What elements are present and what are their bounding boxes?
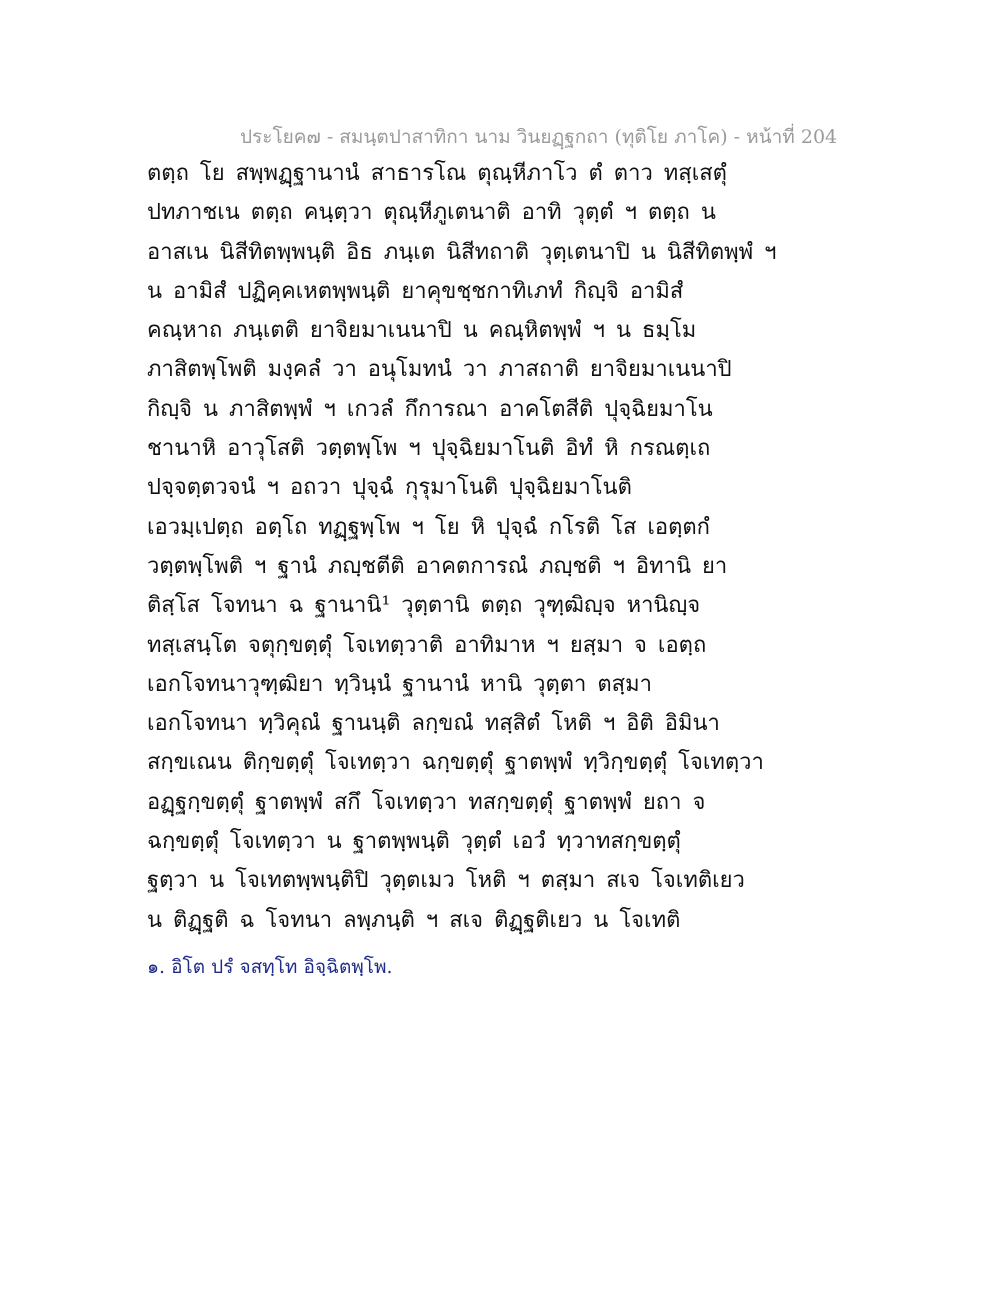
text-line: ฉกฺขตฺตุํ โจเทตฺวา น ฐาตพฺพนฺติ วุตฺตํ เอวํ ทฺวาทสกฺขตฺตุํ [147, 829, 681, 855]
text-line: น ติฏฺฐติ ฉ โจทนา ลพฺภนฺติ ฯ สเจ ติฏฺฐติเยว น โจเทติ [147, 907, 681, 933]
running-header: ประโยค๗ - สมนฺตปาสาทิกา นาม วินยฏฺฐกถา (ทุติโย ภาโค) - หน้าที่ 204 [240, 126, 838, 148]
text-line: เอวมฺเปตฺถ อตฺโถ ทฏฺฐพฺโพ ฯ โย หิ ปุจฺฉํ กโรติ โส เอตฺตกํ [147, 514, 711, 540]
text-line: สกฺขเณน ติกฺขตฺตุํ โจเทตฺวา ฉกฺขตฺตุํ ฐาตพฺพํ ทฺวิกฺขตฺตุํ โจเทตฺวา [147, 750, 764, 776]
text-line: เอกโจทนาวุฑฺฒิยา ทฺวินฺนํ ฐานานํ หานิ วุตฺตา ตสฺมา [147, 671, 652, 697]
text-line: วตฺตพฺโพติ ฯ ฐานํ ภญฺชตีติ อาคตการณํ ภญฺชติ ฯ อิทานิ ยา [147, 553, 728, 579]
text-line: คณฺหาถ ภนฺเตติ ยาจิยมาเนนาปิ น คณฺหิตพฺพํ ฯ น ธมฺโม [147, 318, 697, 344]
footnote: ๑. อิโต ปรํ จสทฺโท อิจฺฉิตพฺโพ. [147, 956, 393, 978]
text-line: ตตฺถ โย สพฺพฏฺฐานานํ สาธารโณ ตุณฺหีภาโว ตํ ตาว ทสฺเสตุํ [147, 161, 727, 186]
text-line: ทสฺเสนฺโต จตุกฺขตฺตุํ โจเทตฺวาติ อาทิมาห ฯ ยสฺมา จ เอตฺถ [147, 632, 707, 658]
text-line: ติสฺโส โจทนา ฉ ฐานานิ¹ วุตฺตานิ ตตฺถ วุฑฺฒิญฺจ หานิญฺจ [147, 593, 701, 619]
text-line: ปทภาชเน ตตฺถ คนฺตฺวา ตุณฺหีภูเตนาติ อาทิ วุตฺตํ ฯ ตตฺถ น [147, 200, 716, 226]
text-line: อาสเน นิสีทิตพฺพนฺติ อิธ ภนฺเต นิสีทถาติ วุตฺเตนาปิ น นิสีทิตพฺพํ ฯ [147, 239, 777, 265]
text-line: ภาสิตพฺโพติ มงฺคลํ วา อนุโมทนํ วา ภาสถาติ ยาจิยมาเนนาปิ [147, 357, 732, 383]
text-line: อฏฺฐกฺขตฺตุํ ฐาตพฺพํ สกึ โจเทตฺวา ทสกฺขตฺตุํ ฐาตพฺพํ ยถา จ [147, 789, 706, 815]
text-line: เอกโจทนา ทฺวิคุณํ ฐานนฺติ ลกฺขณํ ทสฺสิตํ โหติ ฯ อิติ อิมินา [147, 711, 720, 737]
text-line: ปจฺจตฺตวจนํ ฯ อถวา ปุจฺฉํ กุรุมาโนติ ปุจฺฉิยมาโนติ [147, 475, 632, 501]
text-line: ฐตฺวา น โจเทตพฺพนฺติปิ วุตฺตเมว โหติ ฯ ตสฺมา สเจ โจเทติเยว [147, 868, 745, 894]
body-text [147, 154, 887, 940]
text-line: ชานาหิ อาวุโสติ วตฺตพฺโพ ฯ ปุจฺฉิยมาโนติ อิทํ หิ กรณตฺเถ [147, 436, 711, 462]
text-line: กิญฺจิ น ภาสิตพฺพํ ฯ เกวลํ กึการณา อาคโตสีติ ปุจฺฉิยมาโน [147, 396, 713, 422]
text-line: น อามิสํ ปฏิคฺคเหตพฺพนฺติ ยาคุขชฺชกาทิเภทํ กิญฺจิ อามิสํ [147, 278, 684, 304]
